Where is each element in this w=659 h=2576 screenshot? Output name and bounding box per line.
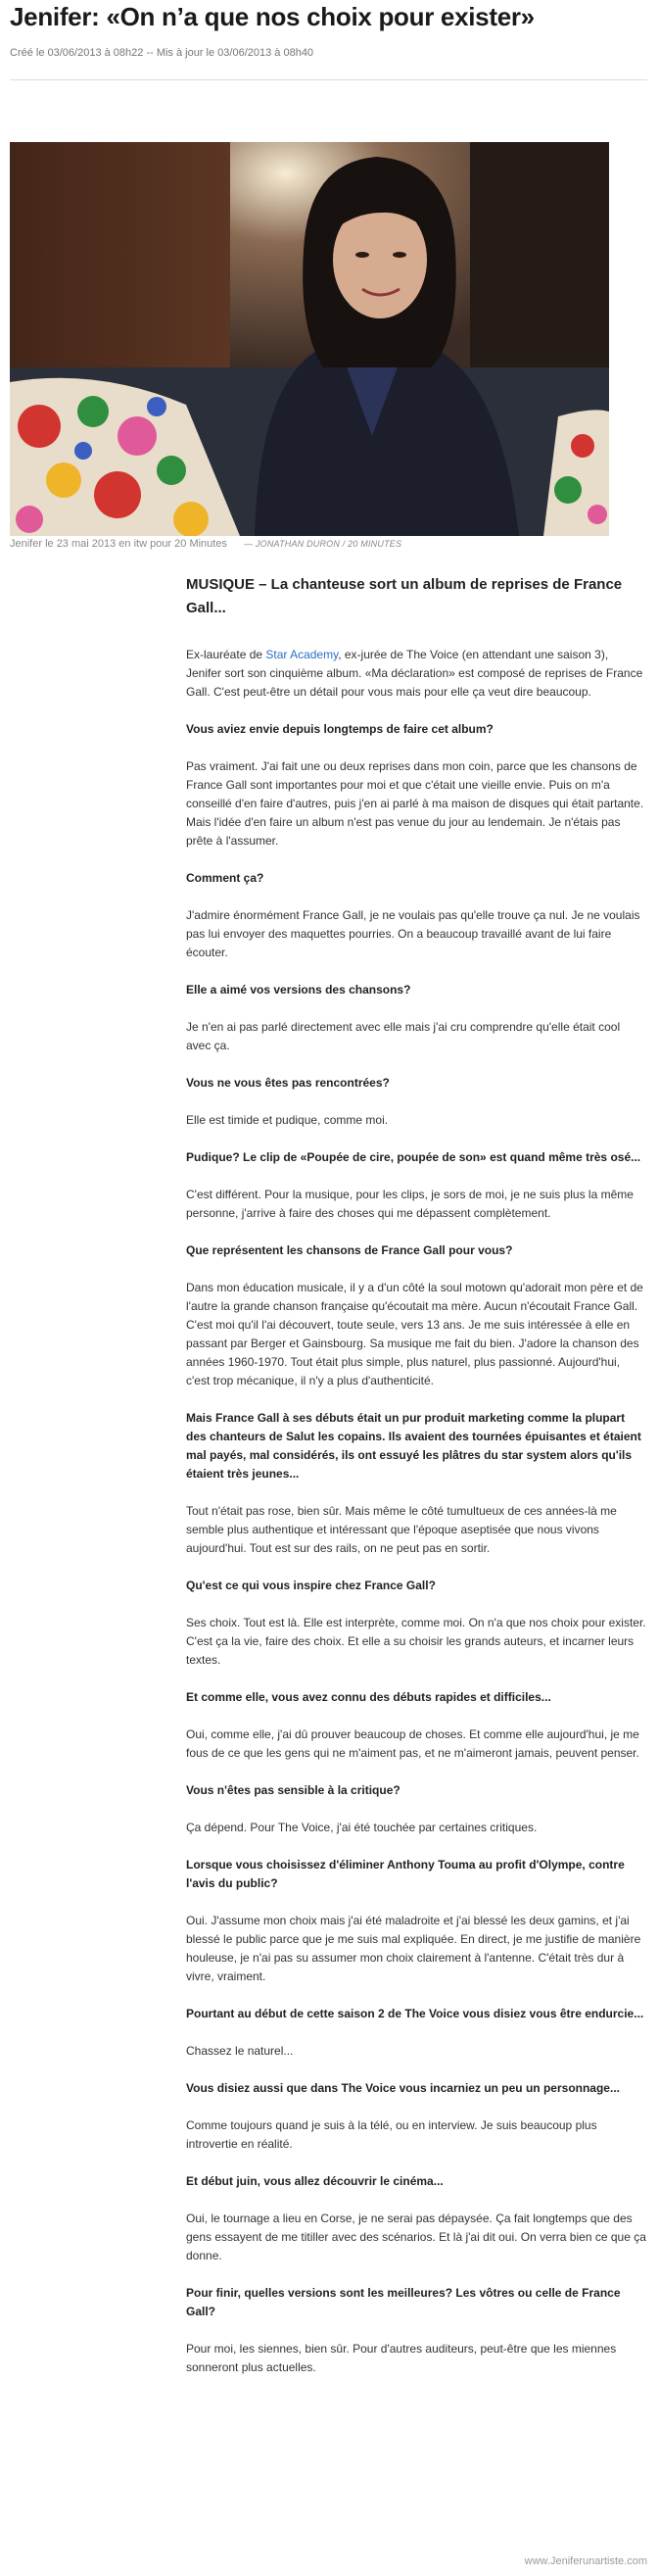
question: Elle a aimé vos versions des chansons?: [186, 983, 411, 996]
question: Et début juin, vous allez découvrir le cinéma...: [186, 2174, 444, 2188]
source-watermark: www.Jeniferunartiste.com: [524, 2555, 647, 2567]
question: Que représentent les chansons de France Gall pour vous?: [186, 1243, 513, 1257]
question: Lorsque vous choisissez d'éliminer Anthony Touma au profit d'Olympe, contre l'avis du public?: [186, 1858, 625, 1890]
photo-caption: [10, 538, 401, 550]
question: Vous ne vous êtes pas rencontrées?: [186, 1076, 390, 1090]
answer: Oui. J'assume mon choix mais j'ai été maladroite et j'ai blessé les deux gamins, et j'ai blessé le public parce que je me suis mal expliquée. En direct, je me justifie de manière houleuse, je n'ai pas su assumer mon choix clairement à l'antenne. C'était très dur à vivre, vraiment.: [186, 1914, 641, 1983]
answer: Je n'en ai pas parlé directement avec elle mais j'ai cru comprendre qu'elle était cool avec ça.: [186, 1020, 621, 1052]
question: Pudique? Le clip de «Poupée de cire, poupée de son» est quand même très osé...: [186, 1150, 641, 1164]
answer: Dans mon éducation musicale, il y a d'un côté la soul motown qu'adorait mon père et de l'autre la grande chanson française qu'écoutait ma mère. Aucun n'écoutait France Gall. C'est moi qu'il l'ai découvert, toute seule, vers 13 ans. Je me suis intéressée à elle en passant par Berger et Gainsbourg. Sa musique me fait du bien. J'adore la chanson des années 1960-1970. Tout était plus simple, plus naturel, plus passionné. Aujourd'hui, c'est trop mécanique, il n'y a plus d'authenticité.: [186, 1281, 643, 1387]
article-body: [186, 573, 646, 2396]
star-academy-link[interactable]: Star Academy: [265, 648, 339, 661]
answer: Ses choix. Tout est là. Elle est interprète, comme moi. On n'a que nos choix pour exister. C'est ça la vie, faire des choix. Et elle a su choisir les grands auteurs, et incarner leurs textes.: [186, 1616, 646, 1667]
photo-credit: — JONATHAN DURON / 20 MINUTES: [244, 539, 402, 549]
answer: Ça dépend. Pour The Voice, j'ai été touchée par certaines critiques.: [186, 1821, 538, 1834]
question: Vous aviez envie depuis longtemps de faire cet album?: [186, 722, 494, 736]
answer: Chassez le naturel...: [186, 2044, 294, 2058]
answer: Pour moi, les siennes, bien sûr. Pour d'autres auditeurs, peut-être que les miennes sonneront plus actuelles.: [186, 2342, 617, 2374]
answer: Elle est timide et pudique, comme moi.: [186, 1113, 389, 1127]
answer: Oui, le tournage a lieu en Corse, je ne serai pas dépaysée. Ça fait longtemps que des gens essayent de me titiller avec des scénarios. Et là j'ai dit oui. On verra bien ce que ça donne.: [186, 2211, 646, 2262]
article-date-meta: Créé le 03/06/2013 à 08h22 -- Mis à jour le 03/06/2013 à 08h40: [10, 47, 314, 59]
answer: Pas vraiment. J'ai fait une ou deux reprises dans mon coin, parce que les chansons de France Gall sont importantes pour moi et que c'était une vieille envie. Puis on m'a conseillé d'en faire d'autres, puis j'en ai parlé à ma maison de disques qui était partante. Mais l'idée d'en faire un album n'est pas venue du jour au lendemain. Je n'étais pas prête à l'assumer.: [186, 759, 644, 848]
caption-text: Jenifer le 23 mai 2013 en itw pour 20 Minutes: [10, 538, 227, 550]
answer: Tout n'était pas rose, bien sûr. Mais même le côté tumultueux de ces années-là me semble plus authentique et intéressant que l'époque aseptisée que nous vivons aujourd'hui. Tout est sur des rails, on ne peut pas en sortir.: [186, 1504, 617, 1555]
question: Qu'est ce qui vous inspire chez France Gall?: [186, 1579, 436, 1592]
question: Pour finir, quelles versions sont les meilleures? Les vôtres ou celle de France Gall?: [186, 2286, 621, 2318]
answer: C'est différent. Pour la musique, pour les clips, je sors de moi, je ne suis plus la même personne, j'arrive à faire des choses qui me dépassent complètement.: [186, 1188, 634, 1220]
article-intro: Ex-lauréate de Star Academy, ex-jurée de The Voice (en attendant une saison 3), Jenifer sort son cinquième album. «Ma déclaration» est composé de reprises de France Gall. C'est peut-être un détail pour vous mais pour elle ça veut dire beaucoup.: [186, 648, 643, 699]
question: Vous n'êtes pas sensible à la critique?: [186, 1783, 400, 1797]
header-divider: [10, 79, 647, 80]
question: Vous disiez aussi que dans The Voice vous incarniez un peu un personnage...: [186, 2081, 620, 2095]
answer: Comme toujours quand je suis à la télé, ou en interview. Je suis beaucoup plus introvertie en réalité.: [186, 2118, 597, 2151]
question: Comment ça?: [186, 871, 264, 885]
answer: Oui, comme elle, j'ai dû prouver beaucoup de choses. Et comme elle aujourd'hui, je me fous de ce que les gens qui ne m'aiment pas, et ne m'aimeront jamais, peuvent penser.: [186, 1727, 639, 1760]
question: Et comme elle, vous avez connu des débuts rapides et difficiles...: [186, 1690, 551, 1704]
article-photo: [10, 142, 609, 536]
question: Mais France Gall à ses débuts était un pur produit marketing comme la plupart des chanteurs de Salut les copains. Ils avaient des tournées épuisantes et étaient mal payés, mal considérés, ils ont essuyé les plâtres du star system alors qu'ils étaient très jeunes...: [186, 1411, 641, 1481]
question: Pourtant au début de cette saison 2 de The Voice vous disiez vous être endurcie...: [186, 2007, 644, 2020]
jenifer-portrait-illustration: [10, 142, 609, 536]
article-lede: MUSIQUE – La chanteuse sort un album de reprises de France Gall...: [186, 576, 623, 616]
answer: J'admire énormément France Gall, je ne voulais pas qu'elle trouve ça nul. Je ne voulais pas lui envoyer des maquettes pourries. On a beaucoup travaillé avant de lui faire écouter.: [186, 908, 640, 959]
article-title: Jenifer: «On n’a que nos choix pour exister»: [10, 2, 535, 31]
